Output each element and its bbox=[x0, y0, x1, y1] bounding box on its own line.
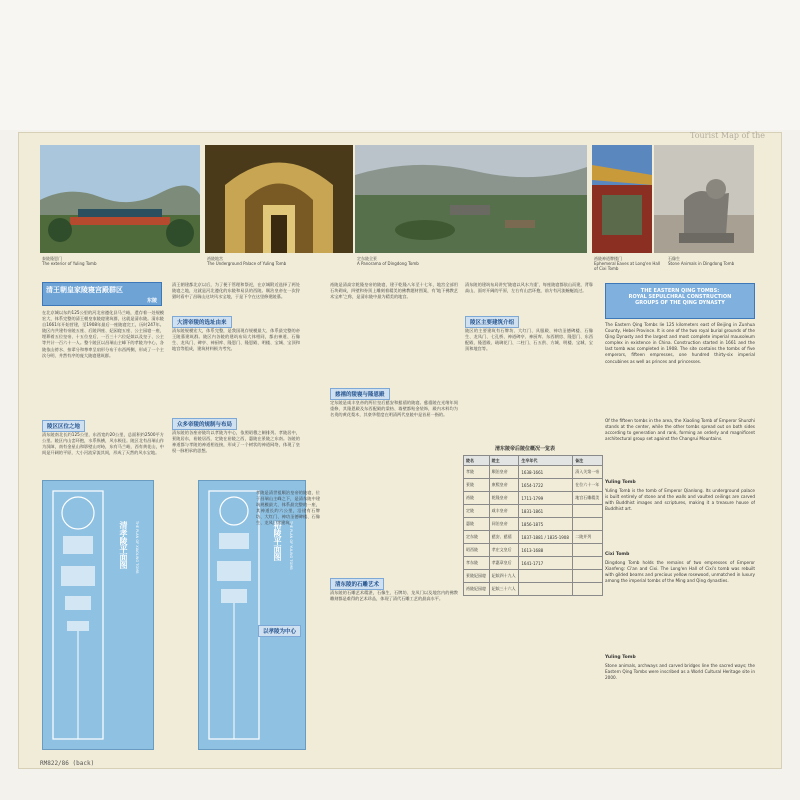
right-para-2: Of the fifteen tombs in the area, the Xiaoling Tomb of Emperor Shunzhi stands at the center, while the other tombs spread out on both sides according to generation and rank, forming an orderly and magnificent architectural group set against the Changrui Mountains. bbox=[605, 418, 755, 442]
table-cell: 1654-1722 bbox=[519, 479, 573, 492]
right-text-1 bbox=[605, 322, 755, 414]
table-row bbox=[464, 505, 603, 518]
table-cell: 同治皇帝 bbox=[489, 518, 519, 531]
plan-xiaoling-title: 清孝陵平面图 bbox=[119, 521, 128, 569]
col4-para-2: 陵区的主要建筑有石牌坊、大红门、具服殿、神功圣德碑楼、石像生、龙凤门、七孔桥、神道碑亭、神厨库、东西朝房、隆恩门、东西配殿、隆恩殿、琉璃花门、二柱门、石五供、方城、明楼、宝城、宝顶和地宫等。 bbox=[465, 328, 593, 352]
table-row bbox=[464, 557, 603, 570]
col2-text-1 bbox=[172, 282, 300, 312]
main-title-box bbox=[42, 282, 162, 306]
photo3-caption-en: A Panorama of Dingdong Tomb bbox=[357, 261, 419, 266]
table-row bbox=[464, 492, 603, 505]
table-cell: 定东陵 bbox=[464, 531, 490, 544]
table-cell bbox=[519, 583, 573, 596]
right-heading-2: Cixi Tomb bbox=[605, 552, 630, 557]
col2-para-3: 清东陵的各座帝陵均以孝陵为中心，依照昭穆之制排列。孝陵居中，景陵居东，裕陵居西，定陵在裕陵之西，惠陵在景陵之东南。各陵的神道都与孝陵的神道相连接，形成了一个树状的神道网络，体现了皇权一脉相承的思想。 bbox=[172, 430, 300, 454]
right-title-line1: THE EASTERN QING TOMBS: bbox=[640, 288, 720, 294]
left-para-2: 清东陵南北长约125公里，东西宽约20公里，总面积约2500平方公里。陵区内山峦环抱，水系纵横，风水极佳。陵区北有昌瑞山作为屏障，南有金星山和影壁山对峙，东有马兰峪，西有黄花山，中间是开阔的平原，大小河流穿流其间，形成了天然的风水宝地。 bbox=[42, 432, 164, 456]
col2-heading-2: 众多帝陵的规制与布局 bbox=[172, 418, 237, 430]
photo-underground-palace bbox=[205, 145, 353, 253]
plan-yuling-title-en: THE PLAN OF YULING TOMB bbox=[289, 521, 293, 570]
col2-para-4: 孝陵是清世祖顺治皇帝的陵寝，位于昌瑞山主峰之下，是清东陵中建筑规模最大、体系最完整的一座，其神道长约六公里，沿途有石牌坊、大红门、神功圣德碑楼、石像生、龙凤门等建筑。 bbox=[256, 490, 320, 526]
col2-heading-3: 以孝陵为中心 bbox=[258, 625, 301, 637]
photo-stone-animals bbox=[654, 145, 754, 253]
table-cell bbox=[573, 505, 603, 518]
table-cell: 定陵 bbox=[464, 505, 490, 518]
table-cell: 1831-1861 bbox=[519, 505, 573, 518]
ghost-title-line1: Tourist Map of the bbox=[690, 131, 765, 140]
table-cell: 景陵 bbox=[464, 479, 490, 492]
table-cell: 孝陵 bbox=[464, 466, 490, 479]
plan-xiaoling-title-en: THE PLAN OF XIAOLING TOMB bbox=[135, 521, 139, 574]
table-title: 清东陵帝后陵位概况一览表 bbox=[495, 446, 556, 452]
photo1-caption-en: The exterior of Yuling Tomb bbox=[42, 261, 97, 266]
main-title-sub: 东陵 bbox=[146, 298, 157, 304]
table-cell bbox=[573, 557, 603, 570]
col3-para-1: 裕陵是清高宗乾隆皇帝的陵寝，建于乾隆八年至十七年，地宫全部用石块砌成，四壁和券顶上雕刻着精美的佛教题材图案，有'地下佛教艺术宝库'之称，是清东陵中最为精美的地宫。 bbox=[330, 282, 458, 300]
table-row bbox=[464, 583, 603, 596]
right-heading-3: Yuling Tomb bbox=[605, 655, 636, 660]
table-cell: 昭西陵 bbox=[464, 544, 490, 557]
table-row bbox=[464, 518, 603, 531]
table-row bbox=[464, 544, 603, 557]
table-cell: 裕陵 bbox=[464, 492, 490, 505]
photo-yuling-exterior-art bbox=[40, 145, 200, 253]
right-title-line3: GROUPS OF THE QING DYNASTY bbox=[635, 300, 725, 306]
photo4-caption-cn: 裕陵神道牌楼门 bbox=[594, 256, 622, 261]
tomb-summary-table bbox=[463, 455, 603, 596]
col3-para-3: 清东陵的石雕艺术精湛，石像生、石牌坊、龙凤门以及地宫内的佛教雕刻都是难得的艺术珍品，体现了清代石雕工艺的最高水平。 bbox=[330, 590, 458, 602]
table-row bbox=[464, 466, 603, 479]
photo-cixi-eaves-art bbox=[592, 145, 652, 253]
table-cell bbox=[519, 570, 573, 583]
left-heading-2: 陵区区位之地 bbox=[42, 420, 85, 432]
left-column-text bbox=[42, 310, 164, 420]
photo2-caption-cn: 裕陵地宫 bbox=[207, 256, 223, 261]
table-cell: 1837-1881 / 1835-1908 bbox=[519, 531, 573, 544]
right-heading-1: Yuling Tomb bbox=[605, 480, 636, 485]
col2-text-3 bbox=[172, 430, 300, 480]
table-header-cell: 陵主 bbox=[489, 456, 519, 466]
table-header-cell: 陵名 bbox=[464, 456, 490, 466]
col3-heading-1: 慈禧的陵寝与隆恩殿 bbox=[330, 388, 390, 400]
right-para-4: Dingdong Tomb holds the remains of two empresses of Emperor Xianfeng: Ci'an and Cixi. The Long'en Hall of Cixi's tomb was rebuilt with gilded beams and precious yellow rosewood, unmatched in luxury among the imperial tombs of the Ming and Qing dynasties. bbox=[605, 560, 755, 584]
col4-heading-1: 陵区主要建筑介绍 bbox=[465, 316, 519, 328]
photo2-caption-en: The Underground Palace of Yuling Tomb bbox=[207, 261, 287, 266]
photo-underground-palace-art bbox=[205, 145, 353, 253]
table-cell: 妃嫔四十九人 bbox=[489, 570, 519, 583]
col4-text-1 bbox=[465, 282, 593, 310]
col2-heading-1: 大清帝陵的选址由来 bbox=[172, 316, 232, 328]
left-column-text-2 bbox=[42, 432, 164, 472]
table-cell: 景陵妃园寝 bbox=[464, 570, 490, 583]
right-para-3: Yuling Tomb is the tomb of Emperor Qianlong. Its underground palace is built entirely of stone and the walls and vaulted ceilings are carved with Buddhist images and scriptures, making it a treasure house of Buddhist art. bbox=[605, 488, 755, 512]
photo-dingdong-panorama-art bbox=[355, 145, 587, 253]
photo2-caption bbox=[207, 256, 352, 266]
photo-stone-animals-art bbox=[654, 145, 754, 253]
table-cell: 地宫石雕精美 bbox=[573, 492, 603, 505]
table-cell bbox=[573, 570, 603, 583]
table-cell: 孝东陵 bbox=[464, 557, 490, 570]
table-cell: 1711-1799 bbox=[519, 492, 573, 505]
photo3-caption-cn: 定东陵全景 bbox=[357, 256, 377, 261]
table-cell: 孝庄文皇后 bbox=[489, 544, 519, 557]
right-title-box bbox=[605, 283, 755, 319]
col4-para-1: 清东陵的建筑布局讲究'陵寝以风水为重'，每座陵寝都依山而建，背靠高山，面对开阔的平原，左右有山峦环抱，前方有河流蜿蜒流过。 bbox=[465, 282, 593, 294]
right-text-4 bbox=[605, 560, 755, 650]
right-text-3 bbox=[605, 488, 755, 548]
photo3-caption bbox=[357, 256, 507, 266]
page-margin-top bbox=[0, 0, 800, 130]
table-header-cell: 生卒年代 bbox=[519, 456, 573, 466]
right-title-line2: ROYAL SEPULCHRAL CONSTRUCTION bbox=[628, 294, 732, 300]
table-cell: 咸丰皇帝 bbox=[489, 505, 519, 518]
photo-dingdong-panorama bbox=[355, 145, 587, 253]
table-row bbox=[464, 531, 603, 544]
photo4-caption-en: Ephemeral Eaves at Long'en Hall of Cixi Tomb bbox=[594, 261, 661, 271]
table-cell: 孝惠章皇后 bbox=[489, 557, 519, 570]
photo-yuling-exterior bbox=[40, 145, 200, 253]
photo5-caption bbox=[668, 256, 753, 266]
photo5-caption-cn: 石像生 bbox=[668, 256, 680, 261]
table-row bbox=[464, 479, 603, 492]
plan-xiaoling bbox=[42, 480, 154, 750]
table-cell: 1856-1875 bbox=[519, 518, 573, 531]
table-cell: 顺治皇帝 bbox=[489, 466, 519, 479]
col3-heading-2: 清东陵的石雕艺术 bbox=[330, 578, 384, 590]
table-cell: 乾隆皇帝 bbox=[489, 492, 519, 505]
photo4-caption bbox=[594, 256, 664, 271]
col3-text-2 bbox=[330, 400, 458, 560]
table-header-row bbox=[464, 456, 603, 466]
photo-cixi-eaves bbox=[592, 145, 652, 253]
plan-yuling-title: 裕陵平面图 bbox=[273, 521, 282, 561]
col2-para-2: 清东陵规模宏大，体系完整，是我国现存规模最大、体系最完整的帝王陵墓建筑群。陵区内各陵的建筑布局大体相同，都由神道、石像生、龙凤门、碑亭、神厨库、隆恩门、隆恩殿、明楼、宝城、宝顶和地宫等组成，建筑材料极为考究。 bbox=[172, 328, 300, 352]
table-cell: 惠陵 bbox=[464, 518, 490, 531]
handwritten-note: RM822/86 (back) bbox=[40, 760, 95, 767]
photo1-caption-cn: 泰陵隆恩门 bbox=[42, 256, 62, 261]
table-cell bbox=[573, 518, 603, 531]
right-text-2 bbox=[605, 418, 755, 478]
table-cell: 康熙皇帝 bbox=[489, 479, 519, 492]
left-intro: 在北京城以东约125公里的河北省遵化县马兰峪，遗存着一处规模宏大、体系完整的清王朝皇家陵寝建筑群，这就是清东陵。清东陵自1661年开始营建，至1908年最后一座陵寝完工，历时247年。陵区内共建有帝陵五座、后陵四座、妃园寝五座、公主园寝一座，埋葬着五位皇帝、十五位皇后、一百三十六位妃嫔以及皇子、公主等共计一百六十一人。整个陵区以昌瑞山主峰下的孝陵为中心，各陵依山傍水、按辈分和尊卑呈扇形分布于东西两侧，形成了一个主次分明、井然有序的庞大陵寝建筑群。 bbox=[42, 310, 164, 358]
col4-text-2 bbox=[465, 328, 593, 428]
table-cell: 裕陵妃园寝 bbox=[464, 583, 490, 596]
photo5-caption-en: Stone Animals in Dingdong Tomb bbox=[668, 261, 735, 266]
table-cell: 1638-1661 bbox=[519, 466, 573, 479]
right-para-1: The Eastern Qing Tombs lie 125 kilometers east of Beijing in Zunhua County, Hebei Province. It is one of the two royal burial grounds of the Qing Dynasty and the largest and most complete imperial mausoleum complex in existence in China. Construction started in 1661 and the last tomb was completed in 1908. The site contains the tombs of five emperors, fifteen empresses, one hundred thirty-six imperial concubines as well as princes and princesses. bbox=[605, 322, 755, 364]
col2-para-1: 清王朝建都北京以后，为了便于管理和祭祀，在京城附近选择了两处陵寝之地，这就是河北遵化的东陵和易县的西陵。顺治皇帝在一次狩猎时看中了昌瑞山这块风水宝地，于是下令在这里修建陵墓。 bbox=[172, 282, 300, 300]
table-cell: 1641-1717 bbox=[519, 557, 573, 570]
col3-text-3 bbox=[330, 590, 458, 730]
col2-text-4 bbox=[256, 490, 320, 610]
table-cell: 1613-1688 bbox=[519, 544, 573, 557]
table-cell: 慈安、慈禧 bbox=[489, 531, 519, 544]
table-row bbox=[464, 570, 603, 583]
right-para-5: Stone animals, archways and carved bridges line the sacred ways; the Eastern Qing Tombs were inscribed as a World Cultural Heritage site in 2000. bbox=[605, 663, 755, 681]
col2-text-2 bbox=[172, 328, 300, 412]
table-cell: 在位六十一年 bbox=[573, 479, 603, 492]
main-title: 清王朝皇家陵寝宫殿群区 bbox=[46, 286, 123, 294]
table-cell bbox=[573, 544, 603, 557]
table-cell: 清入关第一帝 bbox=[573, 466, 603, 479]
table-cell bbox=[573, 583, 603, 596]
table-cell: 二陵并列 bbox=[573, 531, 603, 544]
col3-para-2: 定东陵是咸丰皇帝的两位皇后慈安和慈禧的陵寝。慈禧陵在光绪年间重修，其隆恩殿及东西配殿的梁枋、墙壁都贴金装饰，殿内木料均为名贵的黄花梨木，其豪华程度在明清两代皇陵中是首屈一指的。 bbox=[330, 400, 458, 418]
col3-text-1 bbox=[330, 282, 458, 382]
table-header-cell: 备注 bbox=[573, 456, 603, 466]
table-cell: 妃嫔三十六人 bbox=[489, 583, 519, 596]
right-text-5 bbox=[605, 663, 755, 743]
photo1-caption bbox=[42, 256, 192, 266]
